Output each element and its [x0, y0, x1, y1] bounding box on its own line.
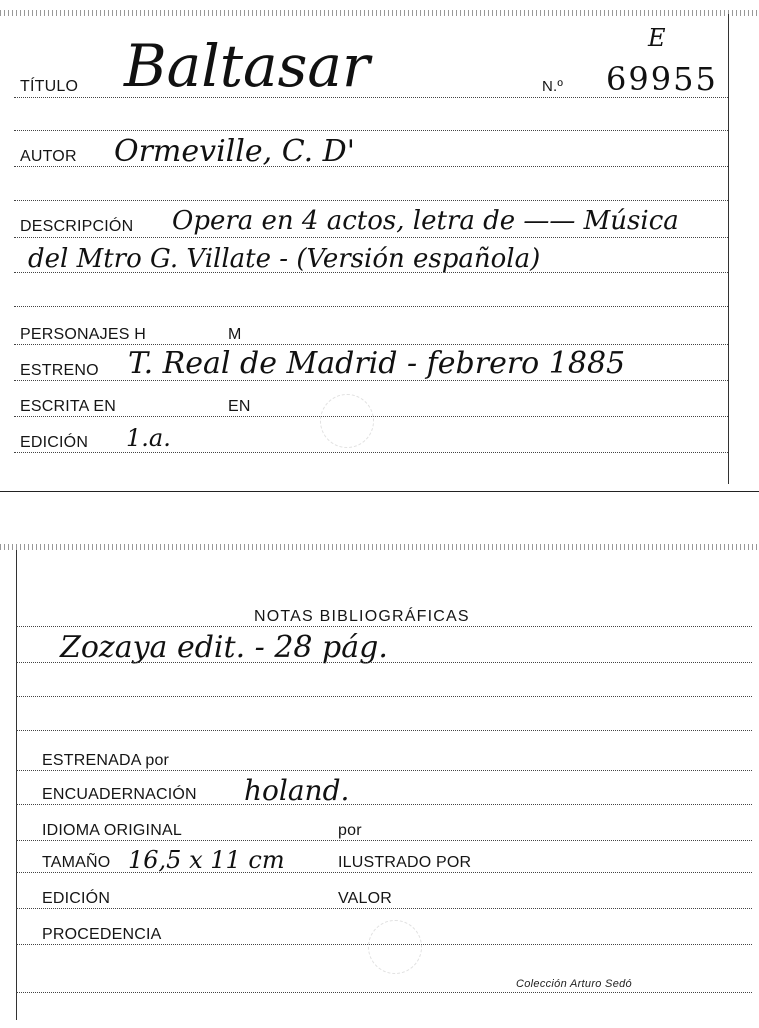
- personajes-label: PERSONAJES H: [20, 326, 146, 343]
- collection-credit: Colección Arturo Sedó: [516, 978, 632, 990]
- rule-line: [14, 272, 728, 273]
- edicion-line: [16, 908, 752, 909]
- personajes-line: [14, 344, 728, 345]
- catalog-card-back: [0, 540, 759, 1028]
- idioma-label: IDIOMA ORIGINAL: [42, 822, 182, 839]
- autor-label: AUTOR: [20, 148, 77, 165]
- card-right-edge: [728, 14, 729, 484]
- tamano-value: 16,5 x 11 cm: [128, 846, 285, 874]
- descripcion-line2: del Mtro G. Villate - (Versión española): [28, 244, 541, 274]
- card-top-edge: [0, 544, 759, 550]
- escrita-en-label: EN: [228, 398, 251, 415]
- por-label: por: [338, 822, 362, 839]
- estreno-label: ESTRENO: [20, 362, 99, 379]
- procedencia-label: PROCEDENCIA: [42, 926, 162, 943]
- catalog-card-front: [0, 0, 759, 492]
- estrenada-line: [16, 770, 752, 771]
- estreno-value: T. Real de Madrid - febrero 1885: [128, 346, 626, 381]
- escrita-label: ESCRITA EN: [20, 398, 116, 415]
- number-value: 69955: [606, 60, 718, 98]
- descripcion-label: DESCRIPCIÓN: [20, 218, 134, 235]
- ilustrado-label: ILUSTRADO POR: [338, 854, 472, 871]
- rule-line: [16, 992, 752, 993]
- card-left-edge: [16, 550, 17, 1020]
- idioma-line: [16, 840, 752, 841]
- rule-line: [14, 306, 728, 307]
- encuadernacion-line: [16, 804, 752, 805]
- descripcion-line1: Opera en 4 actos, letra de —— Música: [172, 206, 679, 236]
- card-top-edge: [0, 10, 759, 16]
- valor-label: VALOR: [338, 890, 393, 907]
- corner-letter: E: [648, 24, 666, 52]
- punch-hole-mark: [368, 920, 422, 974]
- edicion-line: [14, 452, 728, 453]
- tamano-line: [16, 872, 752, 873]
- rule-line: [14, 200, 728, 201]
- edicion-value: 1.a.: [126, 424, 171, 452]
- encuadernacion-value: holand.: [244, 774, 350, 807]
- titulo-line: [14, 97, 728, 98]
- punch-hole-mark: [320, 394, 374, 448]
- titulo-value: Baltasar: [124, 32, 370, 100]
- autor-value: Ormeville, C. D': [114, 134, 355, 169]
- encuadernacion-label: ENCUADERNACIÓN: [42, 786, 197, 803]
- notas-value: Zozaya edit. - 28 pág.: [60, 630, 388, 665]
- edicion-label: EDICIÓN: [20, 434, 89, 451]
- notas-heading: NOTAS BIBLIOGRÁFICAS: [254, 608, 470, 625]
- rule-line: [14, 130, 728, 131]
- card-bottom-edge: [0, 491, 759, 492]
- personajes-m-label: M: [228, 326, 242, 343]
- tamano-label: TAMAÑO: [42, 854, 111, 871]
- titulo-label: TÍTULO: [20, 78, 79, 95]
- edicion-label: EDICIÓN: [42, 890, 111, 907]
- number-label: N.º: [542, 78, 564, 95]
- autor-line: [14, 166, 728, 167]
- rule-line: [16, 662, 752, 663]
- estrenada-label: ESTRENADA por: [42, 752, 170, 769]
- estreno-line: [14, 380, 728, 381]
- descripcion-line: [14, 237, 728, 238]
- rule-line: [16, 730, 752, 731]
- rule-line: [16, 696, 752, 697]
- rule-line: [16, 626, 752, 627]
